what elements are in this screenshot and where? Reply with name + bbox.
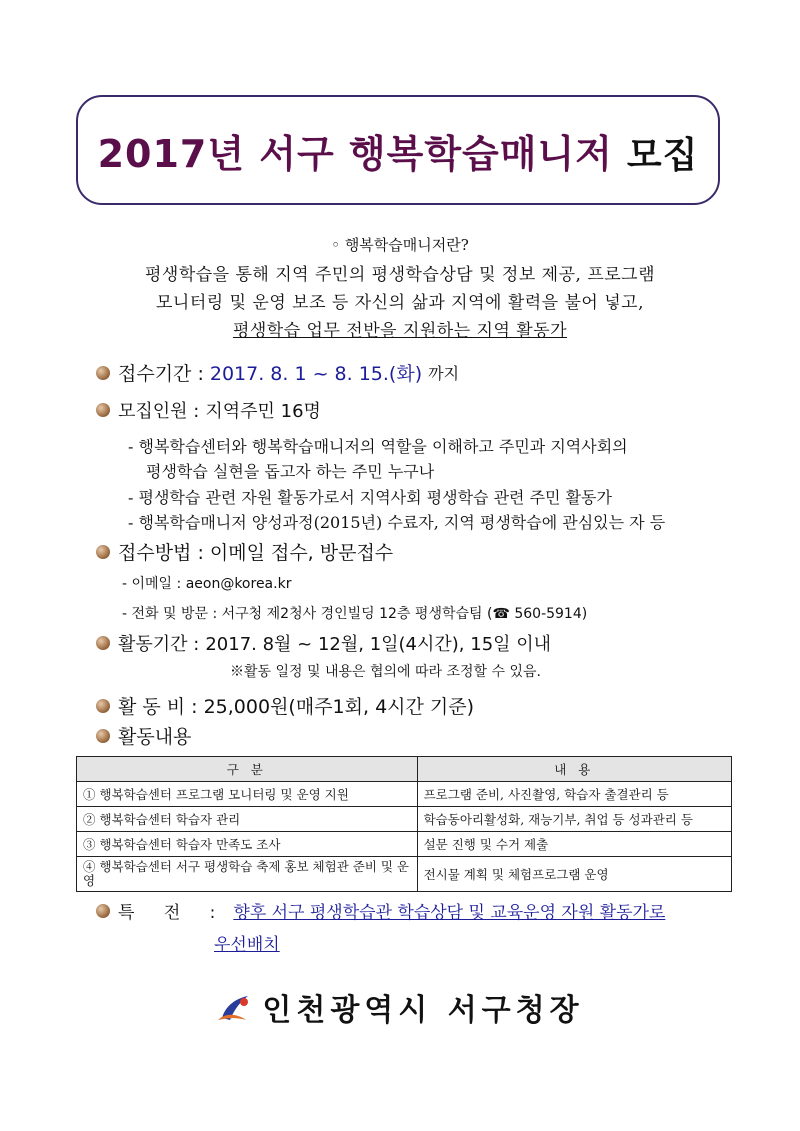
title-box: [76, 95, 720, 205]
table-header-row: [77, 757, 732, 782]
reception-email: - 이메일 : aeon@korea.kr: [122, 576, 292, 592]
intro-line-1: 평생학습을 통해 지역 주민의 평생학습상담 및 정보 제공, 프로그램: [144, 265, 656, 285]
title-main: 2017년 서구 행복학습매니저: [97, 131, 613, 176]
activity-fee-label: 활 동 비 :: [118, 696, 198, 718]
recruitment-item-1: - 행복학습센터와 행복학습매니저의 역할을 이해하고 주민과 지역사회의: [128, 437, 628, 456]
reception-period-value: 2017. 8. 1 ~ 8. 15.(화): [209, 363, 423, 385]
activity-period-note: ※활동 일정 및 내용은 협의에 따라 조정할 수 있음.: [230, 664, 542, 680]
bullet-icon: [96, 366, 110, 380]
activity-fee-value: 25,000원(매주1회, 4시간 기준): [203, 696, 475, 718]
activity-content-label: 활동내용: [118, 726, 192, 748]
table-header-category: 구 분: [77, 757, 418, 782]
table-cell-content: 전시물 계획 및 체험프로그램 운영: [417, 857, 731, 892]
reception-period-suffix: 까지: [428, 364, 460, 383]
table-header-content: 내 용: [417, 757, 731, 782]
activity-period-label: 활동기간 :: [118, 634, 200, 655]
activity-table: [76, 756, 732, 892]
seogu-logo-icon: [216, 990, 252, 1024]
intro-line-2: 모니터링 및 운영 보조 등 자신의 삶과 지역에 활력을 불어 넣고,: [156, 293, 644, 313]
bullet-icon: [96, 729, 110, 743]
reception-visit: - 전화 및 방문 : 서구청 제2청사 경인빌딩 12층 평생학습팀 (☎ 560-5914): [122, 606, 588, 622]
activity-content-section: [96, 722, 191, 749]
recruitment-label: 모집인원 :: [118, 401, 200, 422]
reception-period-section: [96, 359, 459, 386]
bullet-icon: [96, 403, 110, 417]
reception-method-label: 접수방법 :: [118, 542, 204, 564]
reception-method-value: 이메일 접수, 방문접수: [209, 542, 394, 564]
title-suffix: 모집: [626, 134, 699, 176]
benefit-label: 특 전 :: [118, 903, 228, 923]
table-cell-category: ④ 행복학습센터 서구 평생학습 축제 홍보 체험관 준비 및 운영: [77, 857, 418, 892]
reception-method-section: [96, 538, 393, 565]
intro-heading: ◦ 행복학습매니저란?: [331, 236, 469, 254]
reception-period-label: 접수기간 :: [118, 363, 204, 385]
intro-line-3: 평생학습 업무 전반을 지원하는 지역 활동가: [232, 321, 568, 341]
benefit-section: [96, 898, 665, 923]
activity-fee-section: [96, 692, 474, 719]
recruitment-value: 지역주민 16명: [205, 401, 321, 422]
table-cell-category: ③ 행복학습센터 학습자 만족도 조사: [77, 832, 418, 857]
table-cell-category: ② 행복학습센터 학습자 관리: [77, 807, 418, 832]
benefit-line-2: 우선배치: [214, 935, 280, 955]
recruitment-item-1-cont: 평생학습 실현을 돕고자 하는 주민 누구나: [146, 462, 435, 481]
page-title: [98, 123, 699, 178]
recruitment-section: [96, 397, 321, 423]
activity-period-value: 2017. 8월 ~ 12월, 1일(4시간), 15일 이내: [205, 634, 552, 655]
table-cell-content: 설문 진행 및 수거 제출: [417, 832, 731, 857]
bullet-icon: [96, 545, 110, 559]
recruitment-item-3: - 행복학습매니저 양성과정(2015년) 수료자, 지역 평생학습에 관심있는 자 등: [128, 513, 666, 532]
table-cell-content: 학습동아리활성화, 재능기부, 취업 등 성과관리 등: [417, 807, 731, 832]
activity-period-section: [96, 630, 551, 656]
table-row: [77, 807, 732, 832]
recruitment-item-2: - 평생학습 관련 자원 활동가로서 지역사회 평생학습 관련 주민 활동가: [128, 488, 612, 507]
bullet-icon: [96, 699, 110, 713]
bullet-icon: [96, 904, 110, 918]
benefit-line-1: 향후 서구 평생학습관 학습상담 및 교육운영 자원 활동가로: [233, 903, 666, 923]
table-row: [77, 782, 732, 807]
footer: [0, 985, 800, 1029]
bullet-icon: [96, 636, 110, 650]
table-row: [77, 832, 732, 857]
table-cell-category: ① 행복학습센터 프로그램 모니터링 및 운영 지원: [77, 782, 418, 807]
table-row: [77, 857, 732, 892]
table-cell-content: 프로그램 준비, 사진촬영, 학습자 출결관리 등: [417, 782, 731, 807]
footer-org: 인천광역시 서구청장: [262, 993, 584, 1028]
